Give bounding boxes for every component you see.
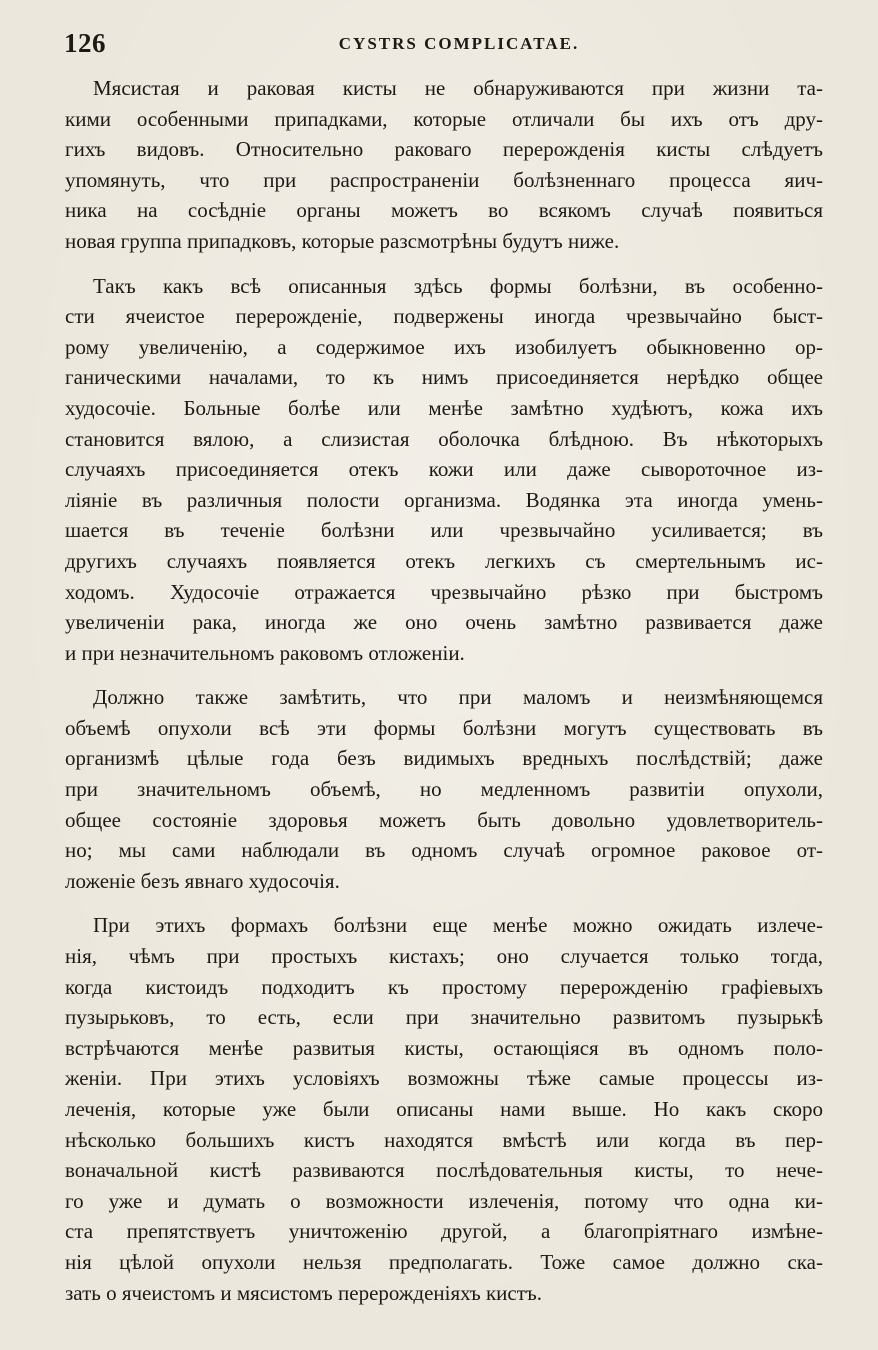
- text-line: ника на сосѣдніе органы можетъ во всякомъ случаѣ появиться: [65, 198, 823, 223]
- text-line: но; мы сами наблюдали въ одномъ случаѣ огромное раковое от-: [65, 838, 823, 863]
- text-line: рому увеличенію, а содержимое ихъ изобилуетъ обыкновенно ор-: [65, 334, 823, 359]
- text-line: Должно также замѣтить, что при маломъ и неизмѣняющемся: [93, 685, 823, 710]
- text-body: [65, 73, 823, 1322]
- text-line: ганическими началами, то къ нимъ присоединяется нерѣдко общее: [65, 365, 823, 390]
- paragraph: [65, 73, 823, 257]
- paragraph: [65, 682, 823, 896]
- text-line: При этихъ формахъ болѣзни еще менѣе можно ожидать излече-: [93, 913, 823, 938]
- paragraph: [65, 271, 823, 669]
- page-header: [64, 26, 814, 66]
- text-line: организмѣ цѣлые года безъ видимыхъ вредныхъ послѣдствій; даже: [65, 746, 823, 771]
- text-line: случаяхъ присоединяется отекъ кожи или даже сывороточное из-: [65, 457, 823, 482]
- text-line: гихъ видовъ. Относительно раковаго перерожденія кисты слѣдуетъ: [65, 137, 823, 162]
- text-line: нѣсколько большихъ кистъ находятся вмѣстѣ или когда въ пер-: [65, 1127, 823, 1152]
- text-line: леченія, которые уже были описаны нами выше. Но какъ скоро: [65, 1097, 823, 1121]
- running-head: CYSTRS COMPLICATAE.: [338, 34, 580, 53]
- text-line: ліяніе въ различныя полости организма. Водянка эта иногда умень-: [65, 487, 823, 512]
- text-line: шается въ теченіе болѣзни или чрезвычайно усиливается; въ: [65, 518, 823, 543]
- text-line: нія, чѣмъ при простыхъ кистахъ; оно случается только тогда,: [65, 944, 823, 969]
- paragraph: [65, 910, 823, 1308]
- text-line: объемѣ опухоли всѣ эти формы болѣзни могутъ существовать въ: [65, 715, 823, 740]
- text-line: сти ячеистое перерожденіе, подвержены иногда чрезвычайно быст-: [65, 304, 823, 329]
- text-line: зать о ячеистомъ и мясистомъ перерожденіяхъ кистъ.: [65, 1280, 543, 1305]
- text-line: новая группа припадковъ, которые разсмотрѣны будутъ ниже.: [65, 228, 620, 253]
- text-line: Мясистая и раковая кисты не обнаруживаются при жизни та-: [93, 76, 823, 100]
- text-line: нія цѣлой опухоли нельзя предполагать. Тоже самое должно ска-: [65, 1249, 823, 1274]
- text-line: женіи. При этихъ условіяхъ возможны тѣже самые процессы из-: [65, 1066, 823, 1091]
- text-line: ста препятствуетъ уничтоженію другой, а благопріятнаго измѣне-: [65, 1219, 823, 1244]
- text-line: кими особенными припадками, которые отличали бы ихъ отъ дру-: [65, 106, 823, 131]
- text-line: упомянуть, что при распространеніи болѣзненнаго процесса яич-: [65, 167, 823, 192]
- text-line: другихъ случаяхъ появляется отекъ легкихъ съ смертельнымъ ис-: [65, 548, 823, 573]
- text-line: когда кистоидъ подходитъ къ простому перерожденію графіевыхъ: [65, 974, 823, 999]
- text-line: го уже и думать о возможности излеченія, потому что одна ки-: [65, 1188, 823, 1213]
- text-line: ходомъ. Худосочіе отражается чрезвычайно рѣзко при быстромъ: [65, 579, 823, 604]
- text-line: встрѣчаются менѣе развитыя кисты, остающіяся въ одномъ поло-: [65, 1035, 823, 1060]
- text-line: Такъ какъ всѣ описанныя здѣсь формы болѣзни, въ особенно-: [93, 273, 823, 298]
- text-line: и при незначительномъ раковомъ отложеніи.: [65, 640, 465, 665]
- text-line: при значительномъ объемѣ, но медленномъ развитіи опухоли,: [65, 777, 823, 802]
- text-line: ложеніе безъ явнаго худосочія.: [65, 868, 340, 893]
- text-line: общее состояніе здоровья можетъ быть довольно удовлетворитель-: [65, 807, 823, 832]
- text-line: худосочіе. Больные болѣе или менѣе замѣтно худѣютъ, кожа ихъ: [65, 395, 823, 420]
- text-line: пузырьковъ, то есть, если при значительно развитомъ пузырькѣ: [65, 1005, 823, 1030]
- text-line: воначальной кистѣ развиваются послѣдовательныя кисты, то нече-: [65, 1158, 823, 1183]
- page-number: 126: [64, 28, 106, 58]
- text-line: увеличеніи рака, иногда же оно очень замѣтно развивается даже: [65, 610, 823, 635]
- text-line: становится вялою, а слизистая оболочка блѣдною. Въ нѣкоторыхъ: [65, 426, 823, 451]
